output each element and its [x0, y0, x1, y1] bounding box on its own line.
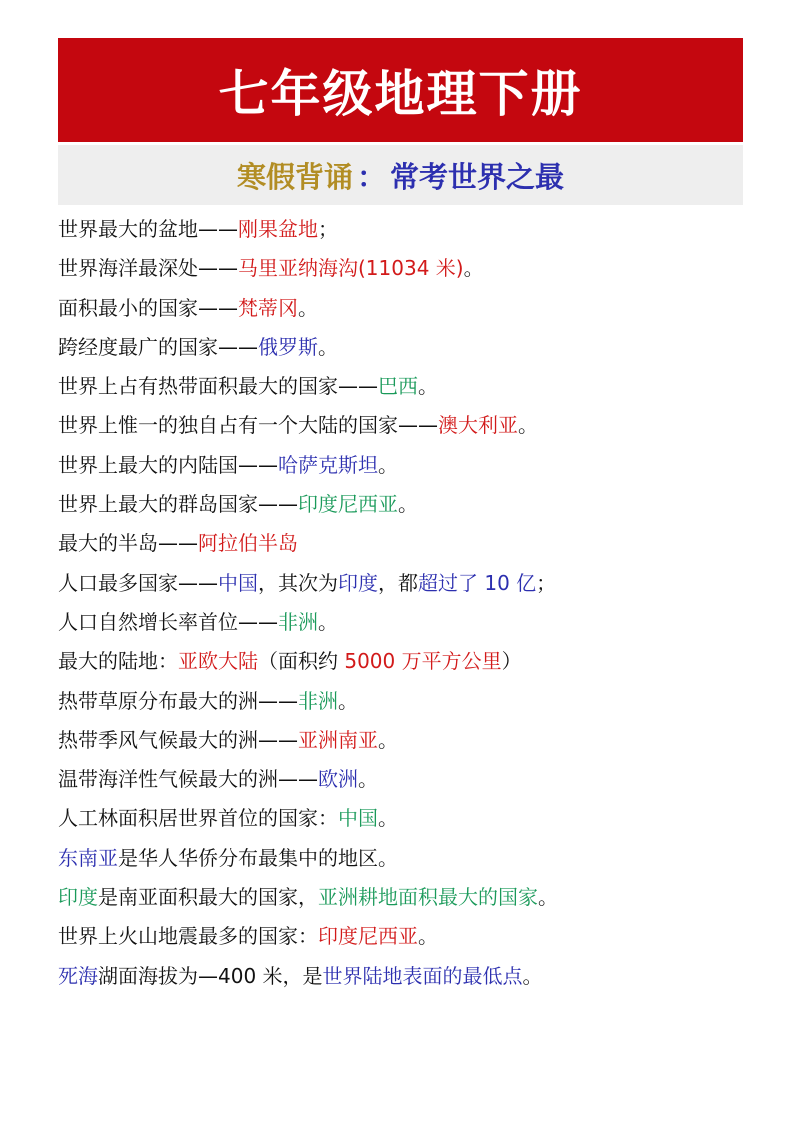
fact-text: 世界最大的盆地—— [58, 217, 238, 241]
subtitle-bar [58, 145, 743, 205]
fact-line [58, 682, 758, 721]
fact-highlight: 中国 [218, 570, 258, 595]
subtitle-left: 寒假背诵 [236, 159, 353, 194]
fact-text: 是南亚面积最大的国家， [98, 885, 318, 910]
fact-text: 。 [418, 374, 438, 399]
fact-highlight: 印度 [338, 570, 378, 595]
fact-text: 。 [518, 413, 538, 438]
fact-highlight: 巴西 [378, 374, 418, 399]
fact-highlight: 阿拉伯半岛 [198, 531, 298, 556]
fact-text: 。 [398, 492, 418, 517]
subtitle-right: 常考世界之最 [390, 159, 565, 194]
fact-highlight: 梵蒂冈 [238, 295, 298, 320]
fact-text: 。 [463, 256, 484, 281]
fact-highlight: 东南亚 [58, 845, 118, 870]
fact-line [58, 603, 758, 642]
fact-highlight: 亚洲南亚 [298, 727, 378, 752]
fact-text: 。 [318, 609, 338, 634]
subtitle-separator: ： [356, 159, 386, 194]
fact-line [58, 524, 758, 563]
fact-list [58, 210, 758, 996]
fact-text: 跨经度最广的国家—— [58, 334, 258, 359]
fact-highlight: 马里亚纳海沟 [238, 256, 358, 281]
fact-line [58, 642, 758, 681]
title-banner [58, 38, 743, 142]
fact-text: 最大的半岛—— [58, 531, 198, 556]
fact-text: 世界上占有热带面积最大的国家—— [58, 374, 378, 399]
fact-line [58, 406, 758, 445]
fact-text: 是华人华侨分布最集中的地区。 [118, 845, 398, 870]
fact-text: 世界上最大的内陆国—— [58, 452, 278, 477]
fact-line [58, 721, 758, 760]
fact-highlight: 世界陆地表面的最低点 [322, 963, 523, 988]
fact-text: （面积约 [258, 649, 345, 674]
fact-text: 世界上惟一的独自占有一个大陆的国家—— [58, 413, 438, 438]
fact-highlight: 欧洲 [318, 767, 358, 792]
fact-highlight: 澳大利亚 [438, 413, 518, 438]
fact-text: 。 [538, 885, 558, 910]
fact-highlight: 印度 [58, 885, 98, 910]
fact-line [58, 289, 758, 328]
fact-highlight: 亚洲耕地面积最大的国家 [318, 885, 538, 910]
fact-line [58, 878, 758, 917]
fact-highlight: 亚欧大陆 [178, 649, 258, 674]
fact-text: 人口最多国家—— [58, 570, 218, 595]
fact-text: ； [536, 570, 557, 595]
fact-line [58, 328, 758, 367]
fact-highlight: 非洲 [278, 609, 318, 634]
fact-text: 人口自然增长率首位—— [58, 609, 278, 634]
fact-text: 湖面海拔为—400 米，是 [98, 963, 323, 988]
fact-highlight: 俄罗斯 [258, 334, 318, 359]
fact-line [58, 249, 758, 288]
fact-text: ） [501, 649, 522, 674]
fact-text: ； [318, 217, 338, 241]
fact-text: 。 [318, 334, 338, 359]
fact-text: 面积最小的国家—— [58, 295, 238, 320]
fact-highlight: 死海 [58, 963, 98, 988]
fact-line [58, 446, 758, 485]
fact-line [58, 367, 758, 406]
fact-highlight: 非洲 [298, 688, 338, 713]
fact-text: 。 [378, 806, 398, 831]
fact-line [58, 760, 758, 799]
fact-text: 世界上火山地震最多的国家： [58, 924, 318, 949]
fact-text: 世界上最大的群岛国家—— [58, 492, 298, 517]
fact-highlight: (11034 米) [358, 256, 464, 281]
fact-text: 人工林面积居世界首位的国家： [58, 806, 338, 831]
fact-highlight: 印度尼西亚 [298, 492, 398, 517]
fact-text: 。 [298, 295, 318, 320]
fact-text: 世界海洋最深处—— [58, 256, 238, 281]
fact-text: ，其次为 [258, 570, 338, 595]
fact-line [58, 210, 758, 249]
fact-highlight: 哈萨克斯坦 [278, 452, 378, 477]
fact-text: 热带草原分布最大的洲—— [58, 688, 298, 713]
fact-text: ，都 [378, 570, 418, 595]
fact-text: 。 [418, 924, 438, 949]
fact-highlight: 中国 [338, 806, 378, 831]
fact-text: 。 [378, 452, 398, 477]
fact-highlight: 刚果盆地 [238, 217, 318, 241]
fact-line [58, 957, 758, 996]
fact-text: 。 [338, 688, 358, 713]
fact-line [58, 839, 758, 878]
fact-line [58, 564, 758, 603]
fact-text: 最大的陆地： [58, 649, 178, 674]
fact-highlight: 印度尼西亚 [318, 924, 418, 949]
fact-line [58, 485, 758, 524]
fact-highlight: 超过了 10 亿 [418, 570, 537, 595]
fact-text: 温带海洋性气候最大的洲—— [58, 767, 318, 792]
fact-line [58, 799, 758, 838]
fact-text: 。 [522, 963, 543, 988]
page-title: 七年级地理下册 [218, 65, 583, 123]
fact-text: 。 [378, 727, 398, 752]
fact-highlight: 5000 万平方公里 [344, 649, 502, 674]
fact-text: 。 [358, 767, 378, 792]
fact-line [58, 917, 758, 956]
fact-text: 热带季风气候最大的洲—— [58, 727, 298, 752]
